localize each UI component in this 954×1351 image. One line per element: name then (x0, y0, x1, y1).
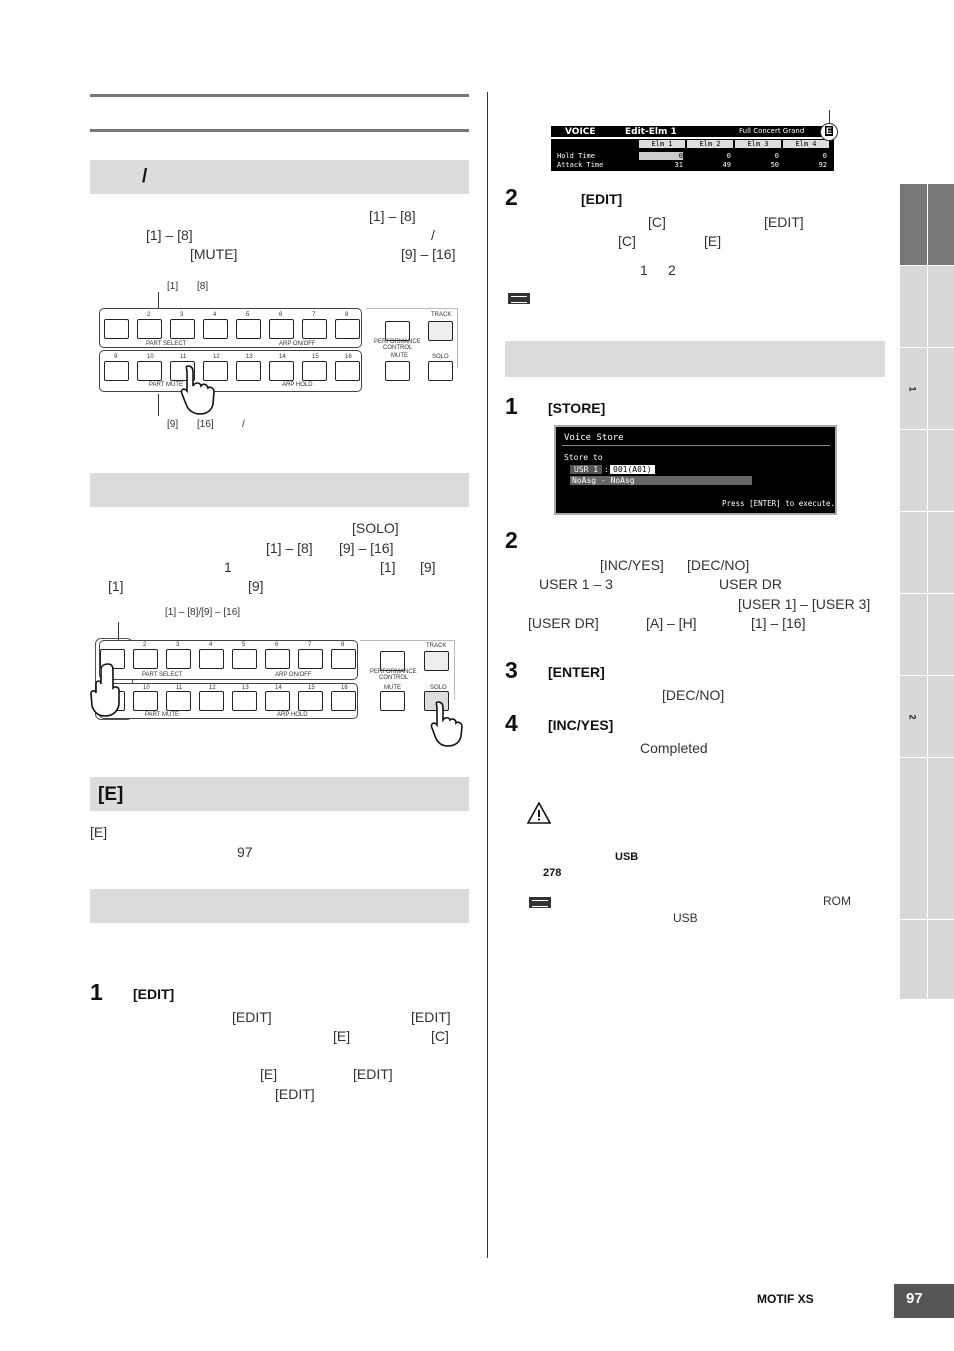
screen-cell[interactable]: 0 (726, 152, 731, 160)
part-mute-key-label: 13 (246, 354, 253, 360)
part-mute-key-label: 12 (213, 354, 220, 360)
para-text: [EDIT] (275, 1086, 315, 1102)
para-text: Completed (640, 740, 708, 756)
part-select-key[interactable] (133, 649, 158, 669)
para-text: [1] – [16] (751, 615, 806, 631)
fig-label: [1] (167, 281, 179, 292)
solo-label: SOLO (432, 354, 449, 360)
part-select-key[interactable] (199, 649, 224, 669)
screen-cell[interactable]: 49 (722, 161, 731, 169)
para-text: [C] (648, 214, 666, 230)
group-label: PART SELECT (146, 341, 187, 347)
para-text: [1] (108, 578, 124, 594)
panel-bracket (366, 308, 458, 368)
para-text: [1] (380, 559, 396, 575)
para-text: [1] – [8] (266, 540, 313, 556)
solo-label: SOLO (430, 685, 447, 691)
top-rule (90, 94, 469, 97)
part-mute-key-label: 11 (176, 685, 183, 691)
para-text: [1] – [8] (369, 208, 416, 224)
part-mute-key[interactable] (298, 691, 323, 711)
part-select-key-label: 7 (308, 642, 312, 648)
part-select-key[interactable] (298, 649, 323, 669)
part-select-key-label: 7 (312, 312, 316, 318)
para-text: 97 (237, 844, 253, 860)
part-select-key-label: 3 (176, 642, 180, 648)
part-select-key-label: 8 (345, 312, 349, 318)
group-label: PART SELECT (142, 672, 183, 678)
part-select-key-label: 5 (242, 642, 246, 648)
para-text: [9] (420, 559, 436, 575)
part-mute-key[interactable] (232, 691, 257, 711)
fig-label: [16] (197, 419, 214, 430)
group-label: ARP ON/OFF (279, 341, 316, 347)
para-text: 1 (640, 262, 648, 278)
part-mute-key[interactable] (265, 691, 290, 711)
hand-pointer-icon (88, 660, 124, 720)
part-select-key[interactable] (265, 649, 290, 669)
step-number: 4 (505, 710, 518, 736)
part-select-key-label: 4 (209, 642, 213, 648)
part-mute-key-label: 13 (242, 685, 249, 691)
part-mute-key-label: 16 (345, 354, 352, 360)
section-band-store (505, 341, 885, 377)
part-mute-key[interactable] (166, 691, 191, 711)
note-icon (508, 293, 530, 304)
perf-label: CONTROL (383, 345, 413, 351)
part-select-key[interactable] (203, 319, 228, 339)
page-number-box (894, 1284, 954, 1318)
step-label: [ENTER] (548, 664, 605, 680)
group-label: PART MUTE (145, 712, 180, 718)
para-text: [9] (248, 578, 264, 594)
step-label: [INC/YES] (548, 717, 614, 733)
group-label: ARP ON/OFF (275, 672, 312, 678)
leader-line (158, 394, 159, 416)
part-mute-key[interactable] (199, 691, 224, 711)
para-text: [SOLO] (352, 520, 399, 536)
perf-label: CONTROL (379, 675, 409, 681)
group-label: PART MUTE (149, 382, 184, 388)
part-mute-key[interactable] (137, 361, 162, 381)
note-text: ROM (823, 894, 851, 908)
part-select-key-label: 4 (213, 312, 217, 318)
para-text: [MUTE] (190, 246, 238, 262)
fig-label: [8] (197, 281, 209, 292)
para-text: [EDIT] (411, 1009, 451, 1025)
part-select-key-label: 6 (279, 312, 283, 318)
step-number: 3 (505, 657, 518, 683)
part-select-key-label: 8 (341, 642, 345, 648)
part-mute-key-label: 11 (180, 354, 187, 360)
part-select-key[interactable] (137, 319, 162, 339)
step-label: [STORE] (548, 400, 606, 416)
section-title-part-select-mute: / (142, 166, 148, 187)
note-text: USB (673, 911, 698, 925)
para-text: [A] – [H] (646, 615, 697, 631)
leader-line (158, 292, 159, 308)
para-text: [INC/YES] (600, 557, 664, 573)
para-text: USER DR (719, 576, 783, 592)
screen-cell[interactable]: 0 (774, 152, 779, 160)
part-select-key[interactable] (335, 319, 360, 339)
part-select-key[interactable] (170, 319, 195, 339)
edit-elm-screen (551, 126, 834, 171)
part-select-key[interactable] (166, 649, 191, 669)
part-mute-key[interactable] (133, 691, 158, 711)
para-text: [EDIT] (764, 214, 804, 230)
part-mute-key-label: 15 (312, 354, 319, 360)
part-select-key[interactable] (302, 319, 327, 339)
para-text: [USER DR] (528, 615, 599, 631)
part-select-key-label: 5 (246, 312, 250, 318)
screen-cell[interactable]: 92 (818, 161, 827, 169)
store-to-label: Store to (564, 453, 603, 462)
para-text: 2 (668, 262, 676, 278)
part-mute-key-label: 12 (209, 685, 216, 691)
para-text: [E] (333, 1028, 351, 1044)
para-text: [1] – [8] (146, 227, 193, 243)
track-label: TRACK (431, 312, 452, 318)
store-hint: Press [ENTER] to execute. (722, 499, 835, 508)
store-sep: : (604, 465, 609, 474)
side-tab-label: 1 (907, 386, 918, 392)
screen-cell[interactable]: 50 (770, 161, 779, 169)
para-text: [E] (704, 233, 722, 249)
part-mute-key[interactable] (104, 361, 129, 381)
page-number: 97 (906, 1290, 923, 1307)
para-text: [9] – [16] (401, 246, 456, 262)
track-label: TRACK (426, 643, 447, 649)
para-text: USER 1 – 3 (539, 576, 613, 592)
part-select-key[interactable] (104, 319, 129, 339)
para-text: [E] (260, 1066, 278, 1082)
fig-label: / (242, 419, 245, 430)
part-select-key[interactable] (331, 649, 356, 669)
group-label: ARP HOLD (282, 382, 313, 388)
para-text: [C] (431, 1028, 449, 1044)
part-mute-key[interactable] (236, 361, 261, 381)
part-mute-key[interactable] (331, 691, 356, 711)
screen-cell[interactable]: 31 (674, 161, 683, 169)
side-tab-label: 2 (907, 714, 918, 720)
para-text: [C] (618, 233, 636, 249)
perf-label: PERFORMANCE (374, 339, 421, 345)
hand-pointer-icon (428, 700, 464, 748)
screen-voice-name: Full Concert Grand (739, 127, 805, 135)
para-text: [DEC/NO] (687, 557, 750, 573)
screen-cell[interactable]: 0 (639, 152, 683, 160)
step-label: [EDIT] (133, 986, 175, 1002)
e-badge: E (826, 126, 833, 136)
footer-brand: MOTIF XS (757, 1292, 814, 1306)
side-tab-divider (927, 184, 928, 1000)
para-text: [DEC/NO] (662, 687, 725, 703)
caution-usb: USB (615, 851, 639, 863)
store-bank[interactable]: USR 1 (570, 465, 602, 474)
part-select-key-label: 6 (275, 642, 279, 648)
callout-line (829, 110, 830, 124)
part-mute-key-label: 14 (279, 354, 286, 360)
fig-caption: [1] – [8]/[9] – [16] (165, 607, 241, 618)
part-select-key[interactable] (232, 649, 257, 669)
para-text: 1 (224, 559, 232, 575)
step-number: 1 (90, 979, 103, 1005)
part-select-key-label: 2 (147, 312, 151, 318)
hand-pointer-icon (178, 364, 218, 416)
screen-row-label: Attack Time (557, 161, 604, 169)
part-mute-key-label: 10 (147, 354, 154, 360)
part-select-key-label: 2 (143, 642, 147, 648)
second-rule (90, 129, 469, 132)
step-number: 1 (505, 393, 518, 419)
screen-col-header: Elm 2 (687, 140, 733, 148)
mute-label: MUTE (391, 353, 408, 359)
part-mute-key[interactable] (335, 361, 360, 381)
screen-mode: VOICE (565, 127, 596, 137)
note-icon (529, 897, 551, 908)
column-divider (487, 92, 488, 1258)
part-mute-key-label: 10 (143, 685, 150, 691)
mute-label: MUTE (384, 685, 401, 691)
warning-icon (527, 802, 551, 824)
screen-col-header: Elm 1 (639, 140, 685, 148)
para-text: [E] (90, 824, 108, 840)
part-mute-key-label: 14 (275, 685, 282, 691)
panel-bracket (360, 640, 455, 700)
group-label: ARP HOLD (277, 712, 308, 718)
fig-label: [9] (167, 419, 179, 430)
para-text: [USER 1] – [USER 3] (738, 596, 871, 612)
screen-row-label: Hold Time (557, 152, 595, 160)
step-number: 2 (505, 527, 518, 553)
part-mute-key-label: 9 (114, 354, 118, 360)
section-band-edit (90, 889, 469, 923)
para-text: [EDIT] (232, 1009, 272, 1025)
section-title-e: [E] (98, 784, 124, 805)
screen-title: Edit-Elm 1 (625, 127, 677, 137)
screen-cell[interactable]: 0 (822, 152, 827, 160)
caution-page: 278 (543, 867, 562, 879)
screen-col-header: Elm 3 (735, 140, 781, 148)
part-mute-key[interactable] (302, 361, 327, 381)
section-band-e (90, 777, 469, 811)
voice-store-screen (554, 425, 837, 515)
part-select-key[interactable] (236, 319, 261, 339)
para-text: [9] – [16] (339, 540, 394, 556)
perf-label: PERFORMANCE (370, 669, 417, 675)
store-voice-name: NoAsg - NoAsg (570, 476, 752, 485)
step-number: 2 (505, 184, 518, 210)
para-text: [EDIT] (353, 1066, 393, 1082)
store-title: Voice Store (564, 433, 624, 443)
part-select-key-label: 3 (180, 312, 184, 318)
store-number[interactable]: 001(A01) (610, 465, 655, 474)
screen-col-header: Elm 4 (783, 140, 829, 148)
para-text: / (431, 227, 435, 243)
section-band-solo (90, 473, 469, 507)
part-mute-key[interactable] (269, 361, 294, 381)
step-label: [EDIT] (581, 191, 623, 207)
part-select-key[interactable] (269, 319, 294, 339)
part-mute-key-label: 16 (341, 685, 348, 691)
part-mute-key-label: 15 (308, 685, 315, 691)
